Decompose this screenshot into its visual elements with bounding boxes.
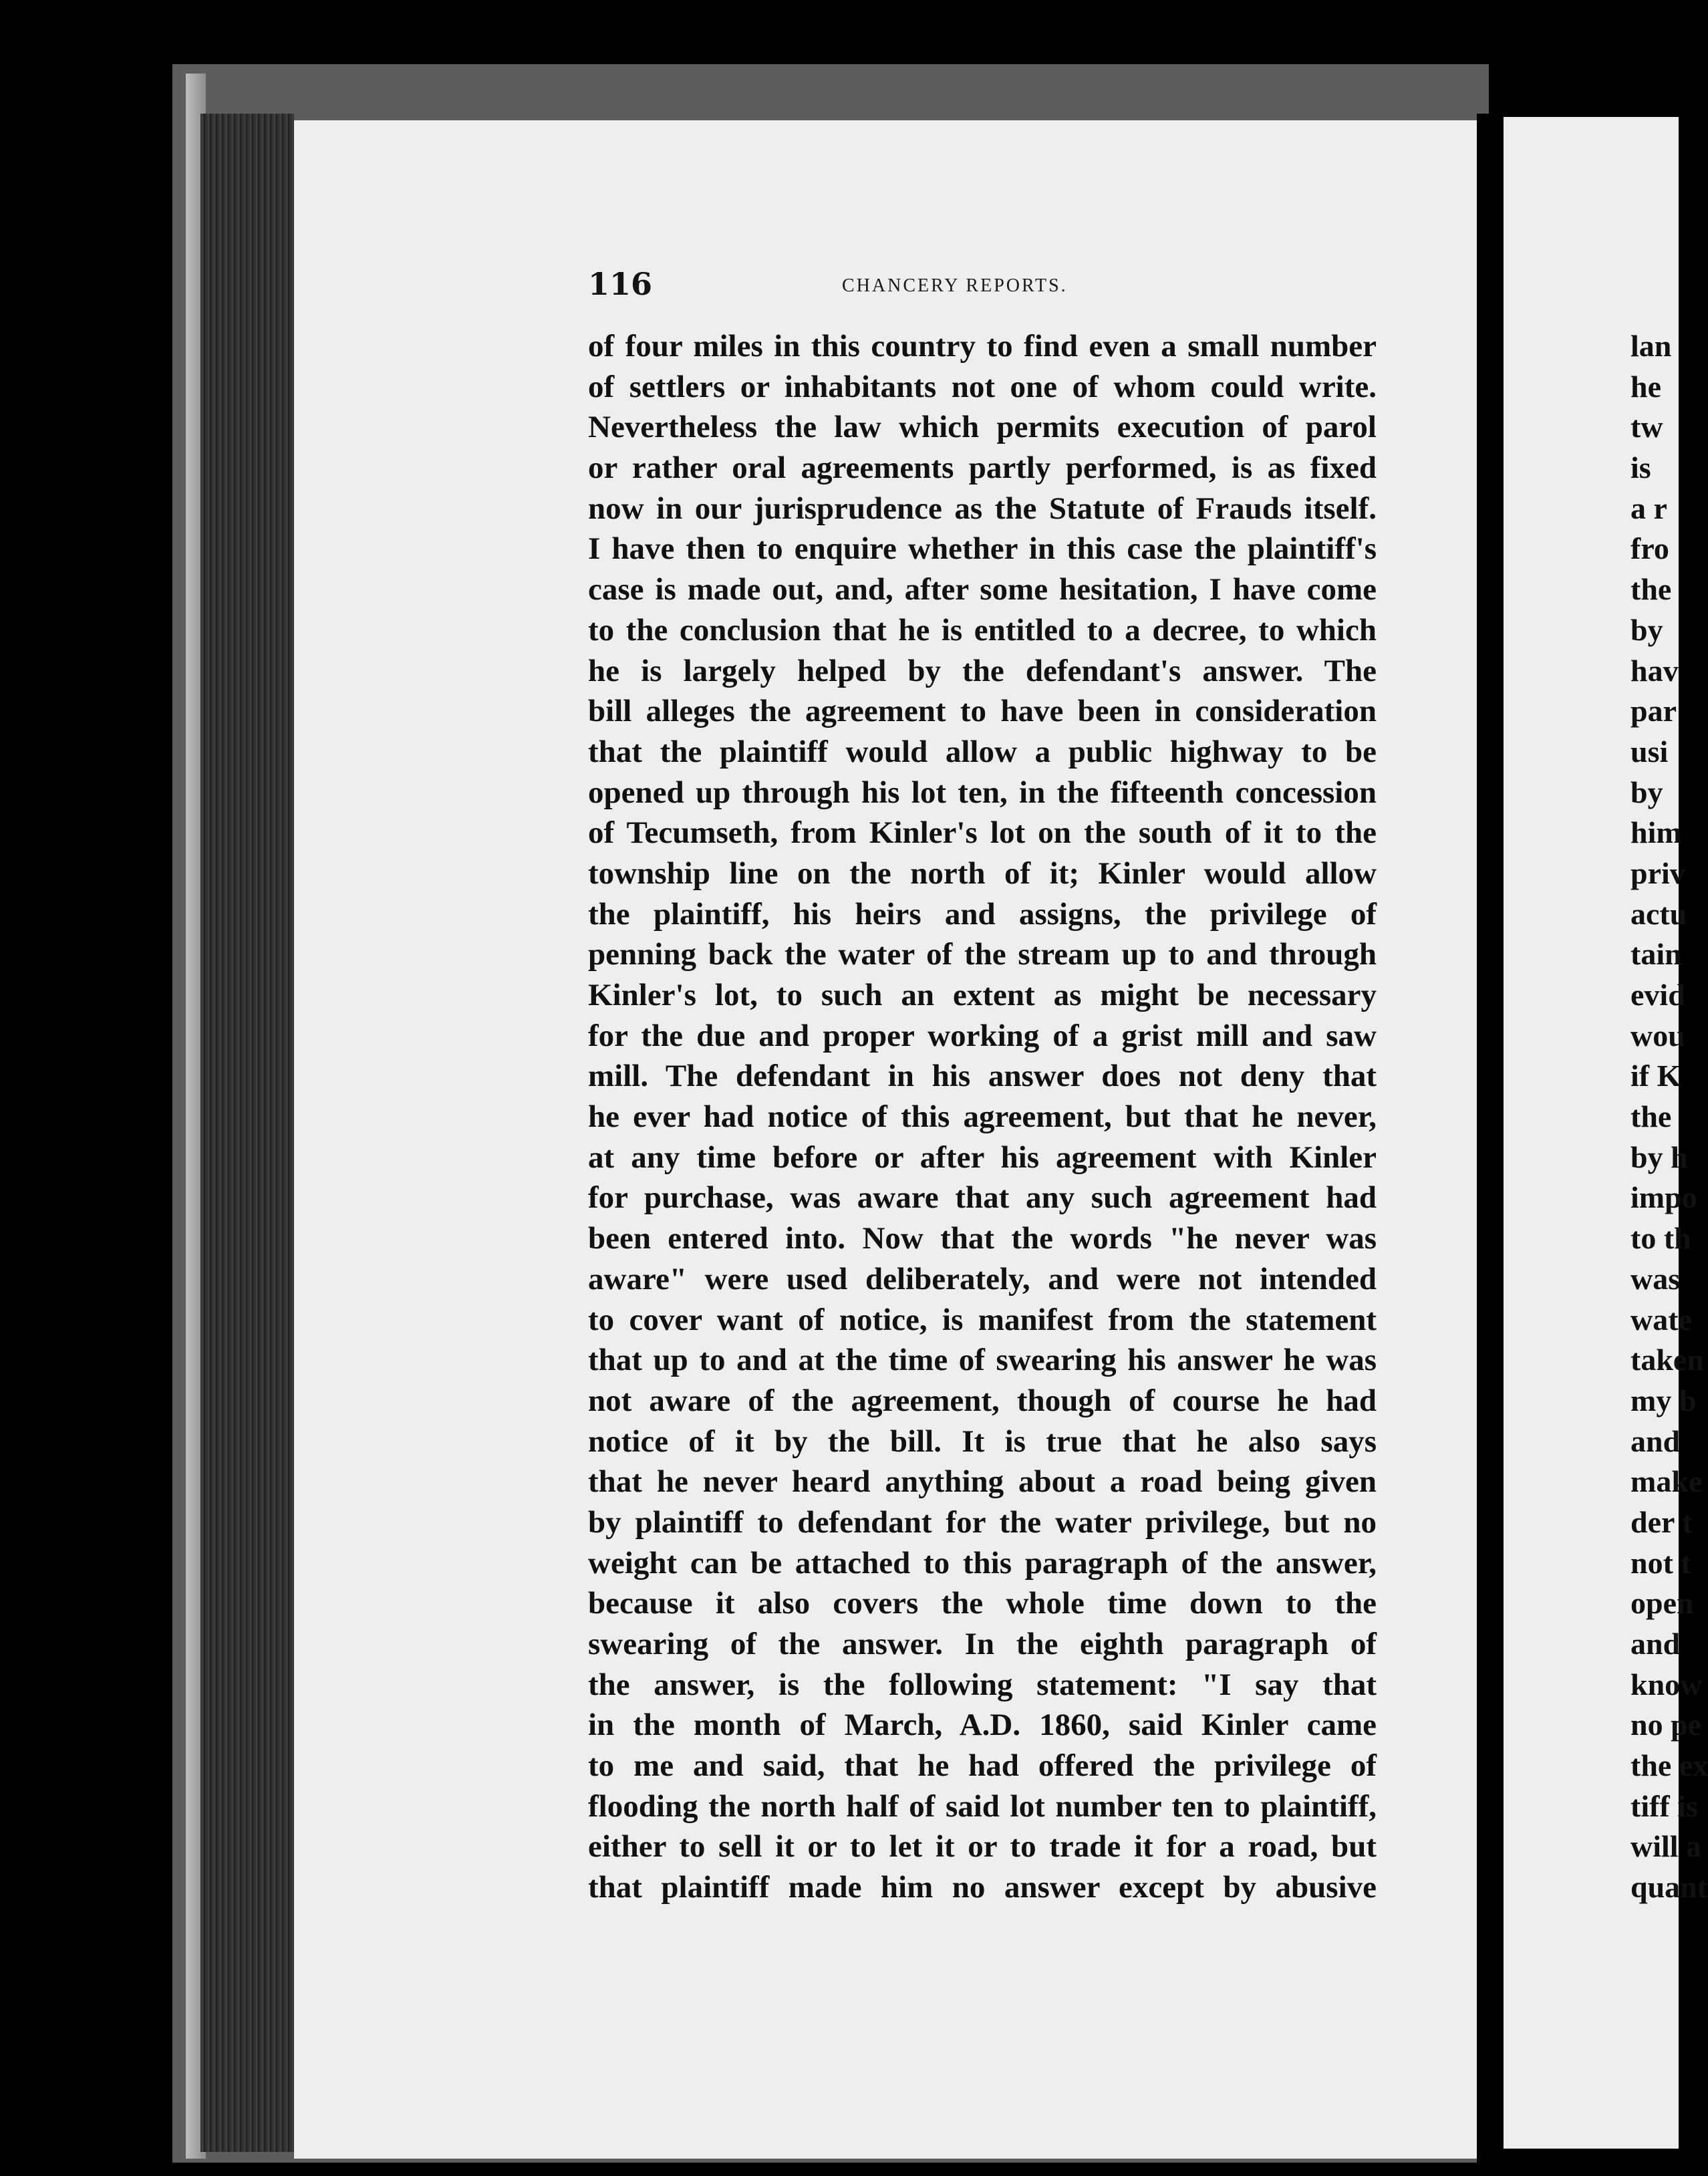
text-line: I have then to enquire whether in this case the plaintiff's xyxy=(588,531,1377,567)
right-page-fragment: to th xyxy=(1630,1221,1691,1256)
right-page-fragment: priv xyxy=(1630,855,1685,890)
right-page-fragment: wou xyxy=(1630,1018,1685,1053)
text-line: penning back the water of the stream up to and through xyxy=(588,937,1377,972)
text-line: the plaintiff, his heirs and assigns, the privilege of xyxy=(588,896,1377,932)
text-line: aware" were used deliberately, and were not intended xyxy=(588,1261,1377,1297)
right-page-fragment: not t xyxy=(1630,1545,1691,1580)
right-page-fragment: him xyxy=(1630,815,1682,850)
text-line: of settlers or inhabitants not one of whom could write. xyxy=(588,369,1377,404)
text-line: either to sell it or to let it or to trade it for a road, but xyxy=(588,1829,1377,1865)
right-page-fragment: usi xyxy=(1630,734,1669,769)
right-page-fragment: evid xyxy=(1630,978,1685,1012)
text-line: that the plaintiff would allow a public highway to be xyxy=(588,734,1377,769)
text-line: to the conclusion that he is entitled to a decree, to which xyxy=(588,612,1377,648)
text-line: weight can be attached to this paragraph of the answer, xyxy=(588,1545,1377,1581)
text-line: or rather oral agreements partly performed, is as fixed xyxy=(588,450,1377,486)
right-page-fragment: know xyxy=(1630,1667,1703,1702)
right-page-fragment: taken xyxy=(1630,1343,1704,1377)
text-line: he is largely helped by the defendant's answer. The xyxy=(588,653,1377,688)
text-line: been entered into. Now that the words "he never was xyxy=(588,1221,1377,1256)
right-page-fragment: if K xyxy=(1630,1059,1681,1093)
text-line: that he never heard anything about a road being given xyxy=(588,1464,1377,1500)
text-line: of Tecumseth, from Kinler's lot on the south of it to the xyxy=(588,815,1377,851)
text-line: at any time before or after his agreement with Kinler xyxy=(588,1139,1377,1175)
right-page-fragment: by xyxy=(1630,612,1663,647)
right-page-fragment: impo xyxy=(1630,1180,1697,1215)
right-page-fragment: the ex xyxy=(1630,1748,1708,1783)
right-page-fragment: tiff is xyxy=(1630,1788,1698,1823)
text-line: notice of it by the bill. It is true that he also says xyxy=(588,1423,1377,1459)
text-line: because it also covers the whole time down to the xyxy=(588,1586,1377,1621)
text-line: opened up through his lot ten, in the fifteenth concession xyxy=(588,775,1377,810)
right-page-fragment: no pe xyxy=(1630,1708,1702,1742)
text-line: bill alleges the agreement to have been in consideration xyxy=(588,694,1377,729)
text-line: in the month of March, A.D. 1860, said Kinler came xyxy=(588,1708,1377,1743)
text-line: he ever had notice of this agreement, but that he never, xyxy=(588,1099,1377,1135)
book-gutter xyxy=(1477,114,1504,2165)
right-page-fragment: by xyxy=(1630,775,1663,809)
text-line: Nevertheless the law which permits execution of parol xyxy=(588,410,1377,445)
right-page-fragment: wate xyxy=(1630,1302,1692,1337)
text-line: to cover want of notice, is manifest from the statement xyxy=(588,1302,1377,1337)
text-line: mill. The defendant in his answer does not deny that xyxy=(588,1059,1377,1094)
right-page-fragment: and xyxy=(1630,1423,1681,1458)
running-head xyxy=(588,266,1123,306)
text-line: Kinler's lot, to such an extent as might be necessary xyxy=(588,978,1377,1012)
body-text xyxy=(588,326,1377,1908)
text-line: that plaintiff made him no answer except by abusive xyxy=(588,1870,1377,1905)
right-page-fragment: the xyxy=(1630,1099,1672,1134)
right-page-fragment: lan xyxy=(1630,329,1672,363)
right-page-fragment: and xyxy=(1630,1627,1681,1661)
page-stack-edges xyxy=(200,114,294,2152)
text-line: that up to and at the time of swearing his answer he was xyxy=(588,1343,1377,1378)
right-page-fragment: tain xyxy=(1630,937,1682,972)
right-page-fragment: open xyxy=(1630,1586,1694,1621)
right-page-fragment: by h xyxy=(1630,1139,1688,1174)
right-page-fragment: fro xyxy=(1630,531,1669,566)
right-page-fragment: make xyxy=(1630,1464,1703,1499)
text-line: by plaintiff to defendant for the water privilege, but no xyxy=(588,1504,1377,1540)
right-page-fragment: actu xyxy=(1630,896,1687,931)
right-page-fragment: hav xyxy=(1630,653,1679,688)
text-line: flooding the north half of said lot number ten to plaintiff, xyxy=(588,1788,1377,1824)
text-line: case is made out, and, after some hesitation, I have come xyxy=(588,572,1377,607)
right-page-fragment: the xyxy=(1630,572,1672,607)
page-header: CHANCERY REPORTS. xyxy=(842,275,1068,296)
right-page-fragment: he xyxy=(1630,369,1661,404)
right-page-fragment: a r xyxy=(1630,491,1667,525)
right-page-fragment: was xyxy=(1630,1261,1681,1296)
right-page-text xyxy=(1630,326,1708,1908)
right-page-fragment: der t xyxy=(1630,1504,1693,1539)
text-line: the answer, is the following statement: "I say that xyxy=(588,1667,1377,1702)
page-number: 116 xyxy=(588,266,653,302)
right-page-fragment: will a xyxy=(1630,1829,1702,1864)
text-line: swearing of the answer. In the eighth paragraph of xyxy=(588,1627,1377,1661)
right-page-fragment: quant xyxy=(1630,1870,1708,1905)
text-line: for the due and proper working of a grist mill and saw xyxy=(588,1018,1377,1053)
right-page-fragment: my b xyxy=(1630,1383,1697,1417)
right-page-fragment: tw xyxy=(1630,410,1663,444)
text-line: township line on the north of it; Kinler would allow xyxy=(588,855,1377,891)
right-page-fragment: par xyxy=(1630,694,1677,728)
text-line: not aware of the agreement, though of course he had xyxy=(588,1383,1377,1418)
text-line: of four miles in this country to find even a small number xyxy=(588,329,1377,364)
text-line: for purchase, was aware that any such agreement had xyxy=(588,1180,1377,1216)
text-line: now in our jurisprudence as the Statute of Frauds itself. xyxy=(588,491,1377,526)
text-line: to me and said, that he had offered the privilege of xyxy=(588,1748,1377,1784)
right-page-fragment: is xyxy=(1630,450,1651,485)
